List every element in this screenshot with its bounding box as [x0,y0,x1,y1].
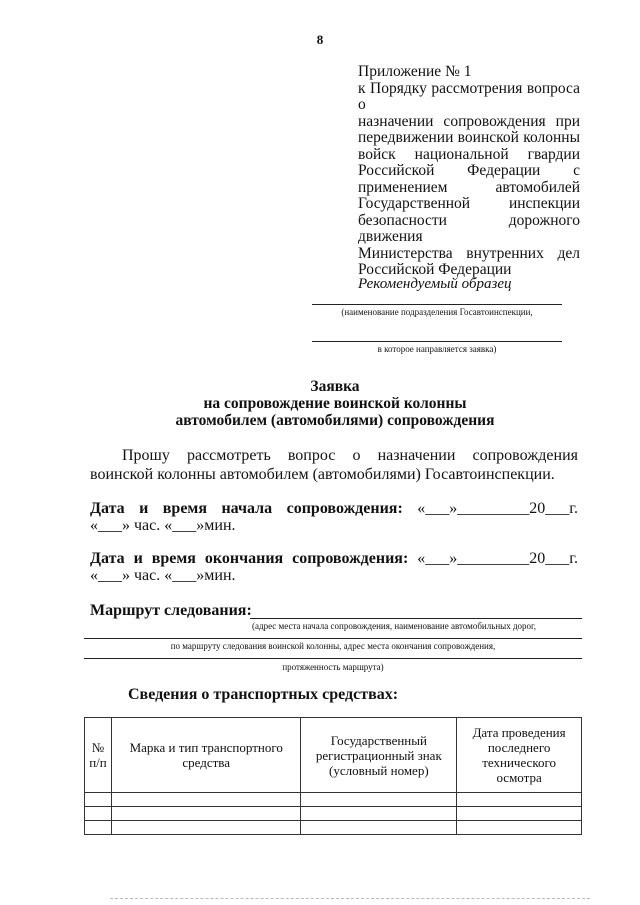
start-word: начала [221,500,273,517]
route-input-line-3[interactable] [84,658,582,659]
appendix-line: к Порядку рассмотрения вопроса о [358,79,580,113]
table-cell[interactable] [85,793,112,807]
table-cell[interactable] [85,821,112,835]
start-word: сопровождения: [286,500,403,517]
route-caption-3: протяженность маршрута) [282,662,384,672]
column-header-plate: Государственный регистрационный знак (условный номер) [301,718,457,793]
unit-caption-2: в которое направляется заявка) [377,344,497,354]
table-header-row [85,718,582,793]
appendix-line: Государственной инспекции [358,195,580,212]
table-cell[interactable] [111,821,300,835]
end-date-field[interactable]: «___»_________20___г. [417,550,578,567]
start-word: время [162,500,207,517]
page-number: 8 [316,32,324,47]
end-word: окончания [204,550,284,567]
start-datetime-row [90,500,578,518]
end-word: сопровождения: [292,550,409,567]
scan-edge-mark [110,898,590,899]
route-input-line-2[interactable] [84,638,582,639]
vehicles-table [84,717,582,835]
table-cell[interactable] [457,807,582,821]
start-time-field[interactable]: «___» час. «___»мин. [90,517,236,534]
start-word: Дата [90,500,125,517]
column-header-inspection-date: Дата проведения последнего технического осмотра [457,718,582,793]
vehicles-title: Сведения о транспортных средствах: [128,686,399,703]
sample-label: Рекомендуемый образец [358,276,512,292]
route-input-line-1[interactable] [250,618,582,619]
route-caption-2: по маршруту следования воинской колонны, адрес места окончания сопровождения, [170,641,496,651]
appendix-line: войск национальной гвардии [358,145,580,163]
start-word: и [139,500,149,517]
column-header-number: № п/п [85,718,112,793]
end-word: время [151,550,196,567]
appendix-line: передвижении воинской колонны [358,129,580,146]
column-header-brand: Марка и тип транспортного средства [111,718,300,793]
appendix-line: Российской Федерации с [358,162,580,179]
appendix-line: назначении сопровождения при [358,112,580,130]
document-title [90,378,580,429]
intro-paragraph: Прошу рассмотреть вопрос о назначении сопровождения воинской колонны автомобилем (автомобилями) Госавтоинспекции. [90,447,578,483]
table-cell[interactable] [301,807,457,821]
appendix-title: Приложение № 1 [358,63,472,80]
table-cell[interactable] [301,821,457,835]
end-time-field[interactable]: «___» час. «___»мин. [90,567,236,584]
table-cell[interactable] [457,793,582,807]
end-word: Дата [90,550,125,567]
route-caption-1: (адрес места начала сопровождения, наименование автомобильных дорог, [252,621,536,631]
title-line-1: Заявка [310,378,360,395]
appendix-line: Российской Федерации [358,261,512,278]
appendix-line: безопасности дорожного движения [358,211,580,245]
unit-caption: (наименование подразделения Госавтоинспекции, [341,307,533,317]
table-row[interactable] [85,821,582,835]
title-line-2: на сопровождение воинской колонны [203,395,467,412]
end-word: и [133,550,143,567]
table-row[interactable] [85,793,582,807]
table-cell[interactable] [85,807,112,821]
table-cell[interactable] [457,821,582,835]
table-row[interactable] [85,807,582,821]
appendix-line: применением автомобилей [358,178,580,196]
route-label: Маршрут следования: [90,602,252,619]
appendix-line: Министерства внутренних дел [358,244,580,262]
unit-name-line [312,304,562,305]
table-cell[interactable] [111,793,300,807]
start-date-field[interactable]: «___»_________20___г. [417,500,578,517]
appendix-block [358,64,580,279]
table-cell[interactable] [111,807,300,821]
end-datetime-row [90,550,578,568]
title-line-3: автомобилем (автомобилями) сопровождения [175,412,495,429]
table-cell[interactable] [301,793,457,807]
unit-name-line-2 [312,341,562,342]
